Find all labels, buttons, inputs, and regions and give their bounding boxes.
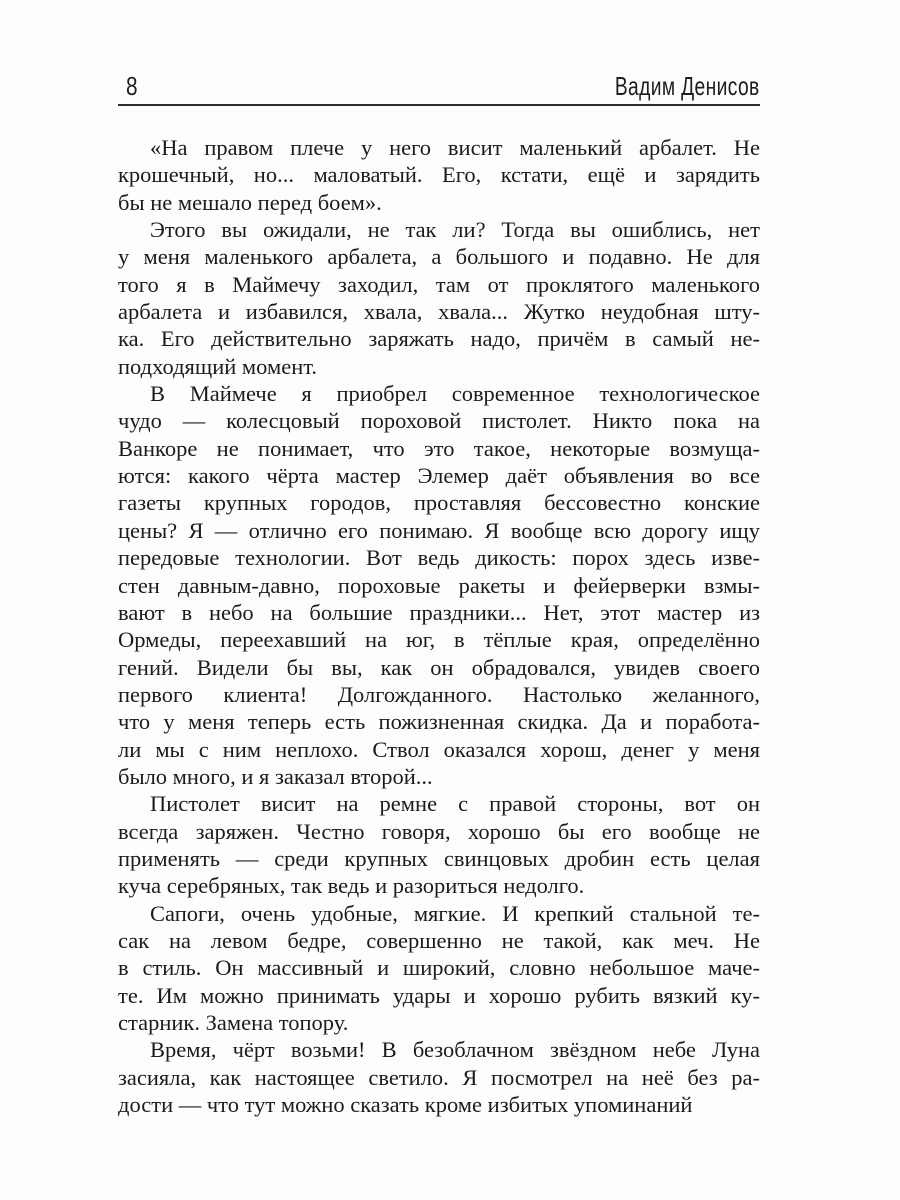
- text-line: применять — среди крупных свинцовых дробин есть целая: [118, 845, 760, 871]
- text-line: Сапоги, очень удобные, мягкие. И крепкий стальной те-: [150, 900, 760, 926]
- text-line: дости — что тут можно сказать кроме избитых упоминаний: [118, 1092, 693, 1118]
- paragraph: [118, 900, 760, 1037]
- text-line: те. Им можно принимать удары и хорошо рубить вязкий ку-: [118, 982, 760, 1008]
- text-line: чудо — колесцовый пороховой пистолет. Никто пока на: [118, 408, 760, 434]
- text-line: крошечный, но... маловатый. Его, кстати, ещё и зарядить: [118, 162, 760, 188]
- running-head-author: Вадим Денисов: [615, 71, 760, 101]
- text-line: гений. Видели бы вы, как он обрадовался, увидев своего: [118, 654, 760, 680]
- paragraph: [118, 134, 760, 216]
- text-line: Этого вы ожидали, не так ли? Тогда вы ошиблись, нет: [150, 217, 760, 243]
- text-line: у меня маленького арбалета, а большого и подавно. Не для: [118, 244, 760, 270]
- text-line: Ормеды, переехавший на юг, в тёплые края, определённо: [118, 627, 760, 653]
- text-line: арбалета и избавился, хвала, хвала... Жутко неудобная шту-: [118, 299, 760, 325]
- header-rule: [118, 104, 760, 106]
- text-block: [118, 134, 760, 1118]
- text-line: старник. Замена топору.: [118, 1010, 349, 1035]
- page-header: [118, 72, 760, 102]
- text-line: подходящий момент.: [118, 353, 318, 379]
- paragraph: [118, 380, 760, 790]
- text-line: ются: какого чёрта мастер Элемер даёт объявления во все: [118, 463, 760, 489]
- text-line: в стиль. Он массивный и широкий, словно небольшое маче-: [118, 955, 760, 981]
- text-line: вают в небо на большие праздники... Нет, этот мастер из: [118, 599, 760, 625]
- text-line: Время, чёрт возьми! В безоблачном звёздном небе Луна: [150, 1037, 760, 1063]
- page-number: 8: [126, 71, 138, 101]
- text-line: ка. Его действительно заряжать надо, причём в самый не-: [118, 326, 760, 352]
- text-line: цены? Я — отлично его понимаю. Я вообще всю дорогу ищу: [118, 517, 760, 543]
- text-line: В Маймече я приобрел современное технологическое: [150, 381, 760, 407]
- text-line: засияла, как настоящее светило. Я посмотрел на неё без ра-: [118, 1064, 760, 1090]
- text-line: сак на левом бедре, совершенно не такой, как меч. Не: [118, 927, 760, 953]
- paragraph: [118, 1036, 760, 1118]
- text-line: Пистолет висит на ремне с правой стороны, вот он: [150, 791, 760, 817]
- text-line: того я в Маймечу заходил, там от проклятого маленького: [118, 271, 760, 297]
- text-line: что у меня теперь есть пожизненная скидка. Да и поработа-: [118, 709, 760, 735]
- text-line: ли мы с ним неплохо. Ствол оказался хорош, денег у меня: [118, 736, 760, 762]
- text-line: стен давным-давно, пороховые ракеты и фейерверки взмы-: [118, 572, 760, 598]
- text-line: первого клиента! Долгожданного. Настолько желанного,: [118, 681, 760, 707]
- text-line: бы не мешало перед боем».: [118, 189, 382, 215]
- text-line: куча серебряных, так ведь и разориться недолго.: [118, 873, 585, 899]
- text-line: всегда заряжен. Честно говоря, хорошо бы его вообще не: [118, 818, 760, 844]
- text-line: Ванкоре не понимает, что это такое, некоторые возмуща-: [118, 435, 760, 461]
- text-line: газеты крупных городов, проставляя бессовестно конские: [118, 490, 760, 516]
- paragraph: [118, 790, 760, 899]
- text-line: передовые технологии. Вот ведь дикость: порох здесь изве-: [118, 545, 760, 571]
- text-line: «На правом плече у него висит маленький арбалет. Не: [150, 135, 760, 160]
- paragraph: [118, 216, 760, 380]
- text-line: было много, и я заказал второй...: [118, 763, 433, 789]
